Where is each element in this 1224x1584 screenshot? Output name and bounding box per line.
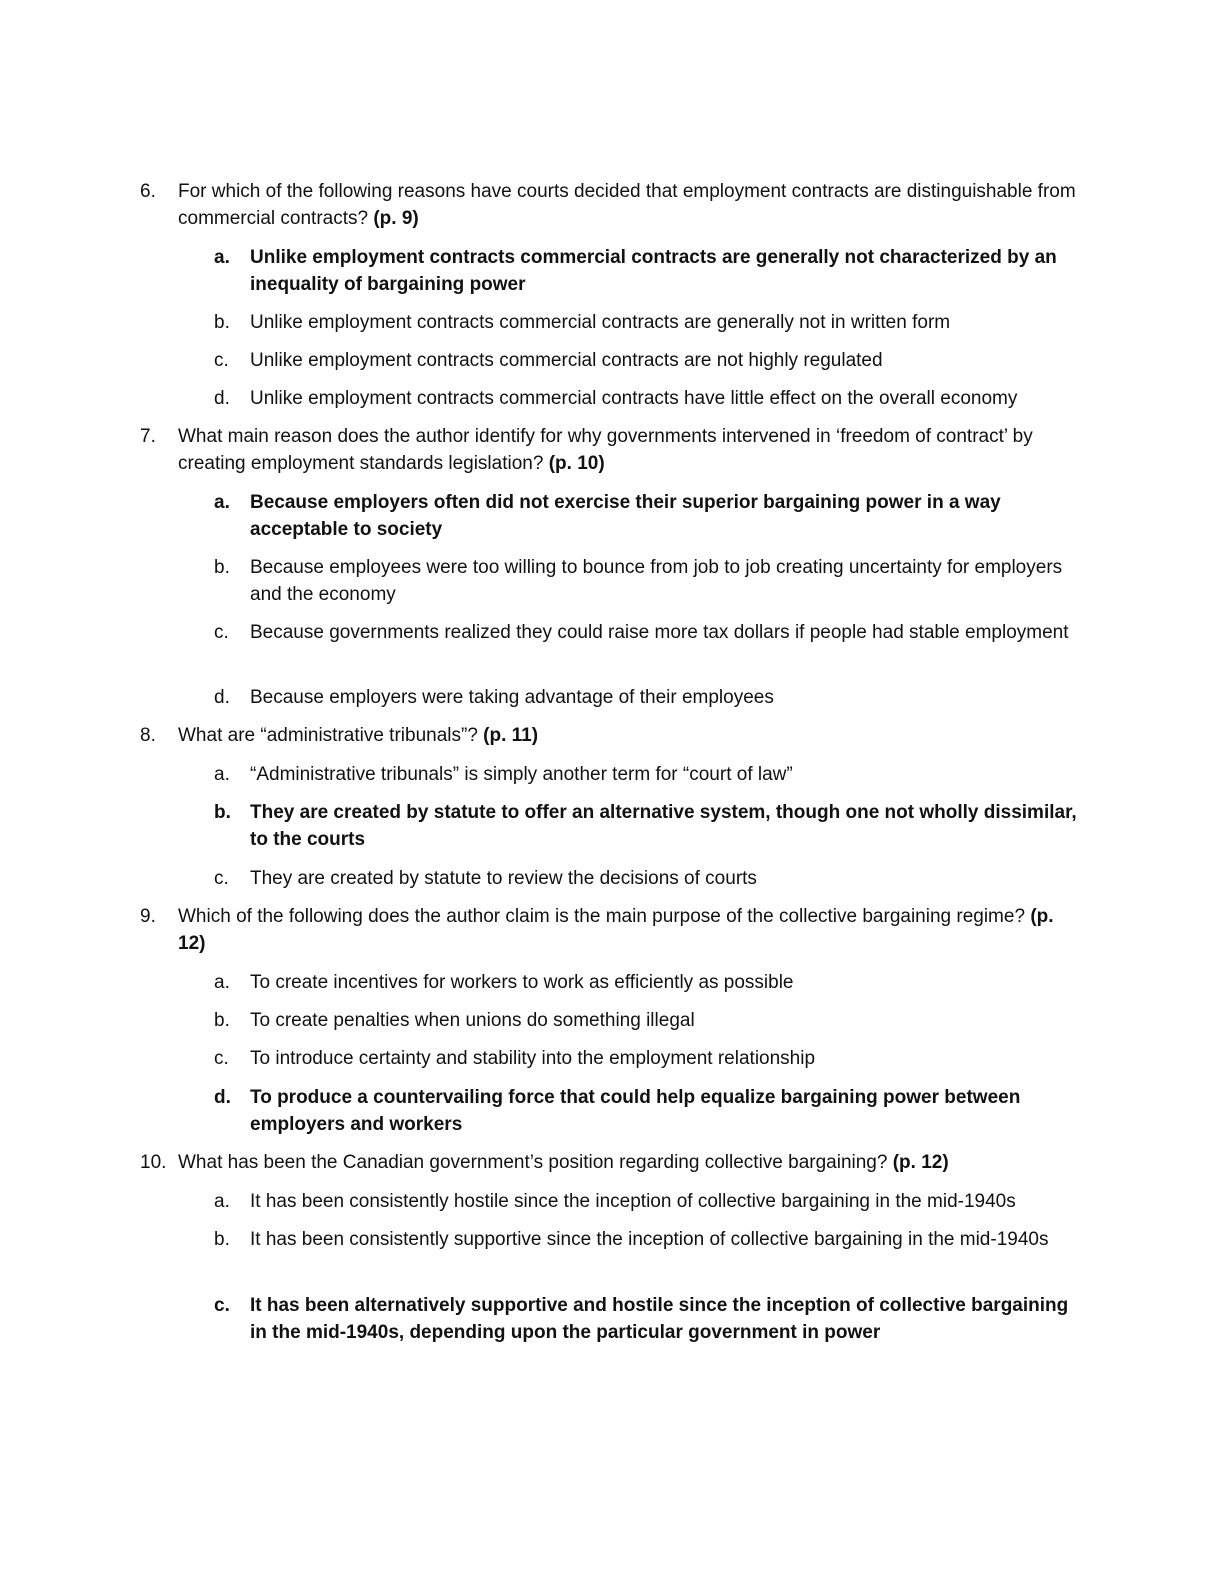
option-letter: a. <box>214 972 230 993</box>
question-text-block <box>178 424 1080 477</box>
option-9a <box>214 970 1080 997</box>
option-text: “Administrative tribunals” is simply another term for “court of law” <box>250 764 793 785</box>
option-letter: b. <box>214 1229 230 1250</box>
option-7d <box>214 685 1080 712</box>
question-text: What has been the Canadian government’s position regarding collective bargaining? <box>178 1152 888 1173</box>
question-10 <box>140 1150 1080 1177</box>
option-6b <box>214 310 1080 337</box>
option-letter: a. <box>214 492 230 513</box>
question-7 <box>140 424 1080 477</box>
option-9d <box>214 1085 1080 1138</box>
option-letter: b. <box>214 1010 230 1031</box>
option-letter: b. <box>214 557 230 578</box>
question-8 <box>140 723 1080 750</box>
option-text: It has been consistently hostile since the inception of collective bargaining in the mid-1940s <box>250 1191 1016 1212</box>
option-text: Unlike employment contracts commercial contracts are generally not in written form <box>250 312 951 333</box>
question-text-block <box>178 179 1080 232</box>
option-letter: a. <box>214 1191 230 1212</box>
option-letter: d. <box>214 388 230 409</box>
option-letter: c. <box>214 1295 230 1316</box>
option-text: Because employers often did not exercise their superior bargaining power in a way acceptable to society <box>250 492 1001 540</box>
question-number: 8. <box>140 725 156 746</box>
option-letter: c. <box>214 868 229 889</box>
option-text: Unlike employment contracts commercial contracts have little effect on the overall economy <box>250 388 1018 409</box>
page-reference: (p. 11) <box>483 725 539 746</box>
question-text: Which of the following does the author claim is the main purpose of the collective bargaining regime? <box>178 906 1026 927</box>
question-text: What main reason does the author identify for why governments intervened in ‘freedom of contract’ by creating employment standards legislation? <box>178 426 1033 474</box>
option-text: Because employees were too willing to bounce from job to job creating uncertainty for employers and the economy <box>250 557 1063 605</box>
question-text-block <box>178 904 1080 957</box>
option-6d <box>214 386 1080 413</box>
option-letter: b. <box>214 802 231 823</box>
question-text: What are “administrative tribunals”? <box>178 725 478 746</box>
option-10b <box>214 1227 1080 1254</box>
question-6 <box>140 179 1080 232</box>
option-6a <box>214 245 1080 298</box>
page-reference: (p. 12) <box>178 906 1054 954</box>
question-text: For which of the following reasons have courts decided that employment contracts are distinguishable from commercial contracts? <box>178 181 1076 229</box>
option-7a <box>214 490 1080 543</box>
option-7b <box>214 555 1080 608</box>
option-letter: a. <box>214 764 230 785</box>
option-text: To produce a countervailing force that could help equalize bargaining power between employers and workers <box>250 1087 1021 1135</box>
option-text: They are created by statute to offer an alternative system, though one not wholly dissimilar, to the courts <box>250 802 1077 850</box>
option-letter: c. <box>214 622 229 643</box>
question-number: 10. <box>140 1152 167 1173</box>
option-letter: b. <box>214 312 230 333</box>
option-text: To create incentives for workers to work as efficiently as possible <box>250 972 794 993</box>
option-letter: a. <box>214 247 230 268</box>
option-text: They are created by statute to review the decisions of courts <box>250 868 757 889</box>
option-8c <box>214 866 1080 893</box>
option-text: It has been alternatively supportive and hostile since the inception of collective bargaining in the mid-1940s, depending upon the particular government in power <box>250 1295 1069 1343</box>
option-text: To introduce certainty and stability into the employment relationship <box>250 1048 816 1069</box>
question-number: 6. <box>140 181 156 202</box>
option-8a <box>214 762 1080 789</box>
option-text: Because employers were taking advantage of their employees <box>250 687 774 708</box>
option-text: To create penalties when unions do something illegal <box>250 1010 695 1031</box>
option-9b <box>214 1008 1080 1035</box>
question-text-block <box>178 1150 1080 1177</box>
question-number: 9. <box>140 906 156 927</box>
option-text: Unlike employment contracts commercial contracts are not highly regulated <box>250 350 883 371</box>
option-10a <box>214 1189 1080 1216</box>
option-letter: c. <box>214 350 229 371</box>
option-6c <box>214 348 1080 375</box>
option-text: Because governments realized they could raise more tax dollars if people had stable employment <box>250 622 1069 643</box>
page-reference: (p. 12) <box>892 1152 949 1173</box>
option-letter: c. <box>214 1048 229 1069</box>
option-text: It has been consistently supportive since the inception of collective bargaining in the mid-1940s <box>250 1229 1049 1250</box>
option-text: Unlike employment contracts commercial contracts are generally not characterized by an inequality of bargaining power <box>250 247 1057 295</box>
option-9c <box>214 1046 1080 1073</box>
question-9 <box>140 904 1080 957</box>
question-text-block <box>178 723 1080 750</box>
option-letter: d. <box>214 1087 231 1108</box>
page-reference: (p. 9) <box>373 207 419 229</box>
option-7c <box>214 620 1080 647</box>
option-letter: d. <box>214 687 230 708</box>
page-reference: (p. 10) <box>548 452 605 474</box>
option-8b <box>214 800 1080 853</box>
question-number: 7. <box>140 426 156 447</box>
option-10c <box>214 1293 1080 1346</box>
